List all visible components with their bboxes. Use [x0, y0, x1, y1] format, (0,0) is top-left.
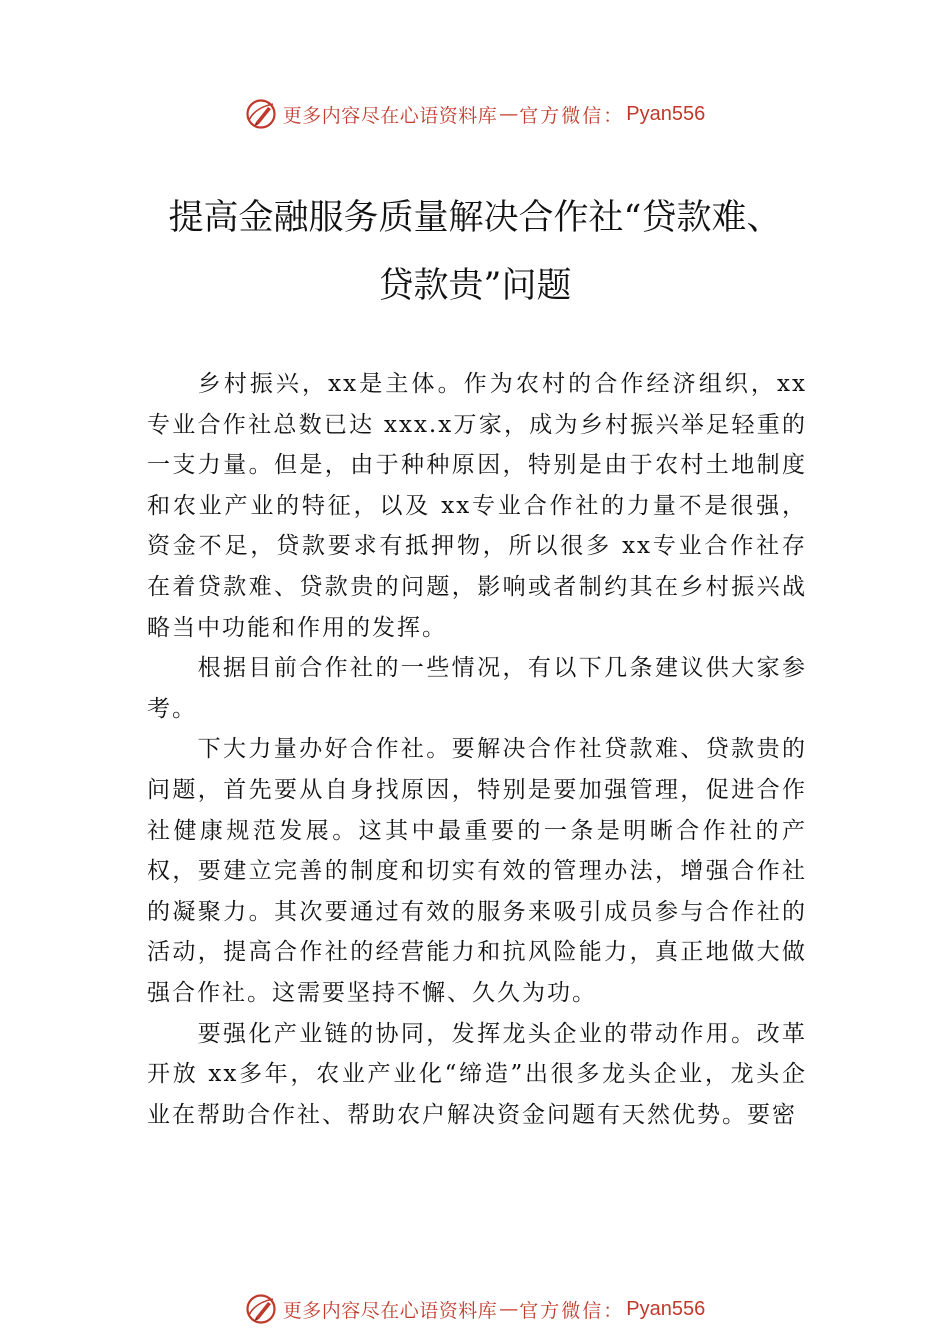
banner-official-label: 官方微信：	[519, 104, 625, 127]
pen-logo-icon	[245, 98, 277, 130]
banner-wechat-id: Pyan556	[626, 1297, 706, 1320]
body-paragraph: 根据目前合作社的一些情况，有以下几条建议供大家参考。	[147, 655, 807, 722]
document-body	[147, 364, 807, 1135]
banner-wechat-id: Pyan556	[626, 102, 706, 125]
document-title	[120, 184, 830, 320]
footer-banner	[0, 1291, 950, 1327]
header-banner	[0, 96, 950, 132]
title-line-1: 提高金融服务质量解决合作社“贷款难、	[168, 198, 782, 238]
banner-separator: —	[499, 103, 518, 125]
pen-logo-icon	[245, 1293, 277, 1325]
banner-brand-text: 更多内容尽在心语资料库	[282, 1299, 498, 1322]
body-paragraph: 乡村振兴，xx是主体。作为农村的合作经济组织，xx专业合作社总数已达 xxx.x万家，成为乡村振兴举足轻重的一支力量。但是，由于种种原因，特别是由于农村土地制度和农业产业的特征，以及 xx专业合作社的力量不是很强，资金不足，贷款要求有抵押物，所以很多 xx专业合作社存在着贷款难、贷款贵的问题，影响或者制约其在乡村振兴战略当中功能和作用的发挥。	[147, 371, 807, 641]
banner-official-label: 官方微信：	[519, 1299, 625, 1322]
banner-brand-text: 更多内容尽在心语资料库	[282, 104, 498, 127]
body-paragraph: 下大力量办好合作社。要解决合作社贷款难、贷款贵的问题，首先要从自身找原因，特别是要加强管理，促进合作社健康规范发展。这其中最重要的一条是明晰合作社的产权，要建立完善的制度和切实有效的管理办法，增强合作社的凝聚力。其次要通过有效的服务来吸引成员参与合作社的活动，提高合作社的经营能力和抗风险能力，真正地做大做强合作社。这需要坚持不懈、久久为功。	[147, 736, 807, 1006]
banner-separator: —	[499, 1298, 518, 1320]
body-paragraph: 要强化产业链的协同，发挥龙头企业的带动作用。改革开放 xx多年，农业产业化“缔造”出很多龙头企业，龙头企业在帮助合作社、帮助农户解决资金问题有天然优势。要密	[147, 1020, 807, 1128]
title-line-2: 贷款贵”问题	[378, 266, 572, 306]
